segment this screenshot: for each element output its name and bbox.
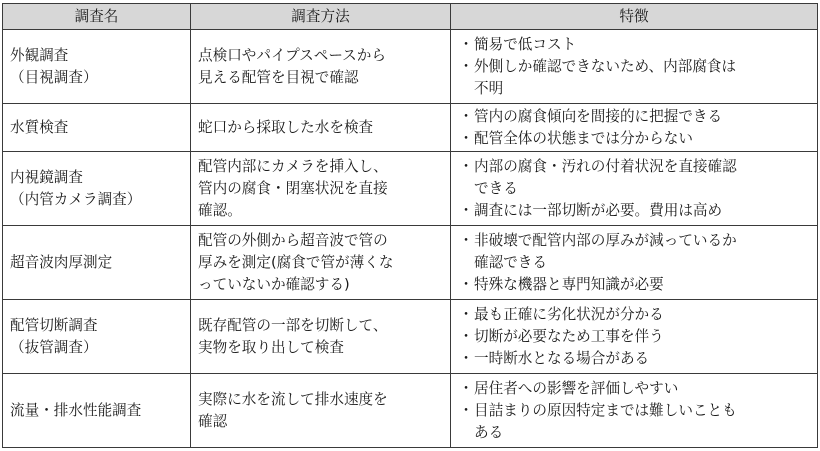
feature-text-line: できる	[474, 179, 518, 197]
survey-name-line: 超音波肉厚測定	[10, 253, 113, 271]
survey-name-cell	[3, 30, 191, 104]
feature-text	[474, 128, 817, 150]
feature-text	[474, 156, 817, 200]
feature-text	[474, 378, 817, 400]
feature-text-line: 最も正確に劣化状況が分かる	[474, 305, 664, 323]
feature-text-line: 切断が必要なため工事を伴う	[474, 327, 664, 345]
survey-method-line: 管内の腐食・閉塞状況を直接	[198, 179, 388, 197]
feature-bullet-item	[458, 56, 817, 100]
bullet-mark: ・	[458, 401, 474, 419]
bullet-mark: ・	[458, 35, 474, 53]
survey-method-line: 既存配管の一部を切断して、	[198, 316, 388, 334]
feature-bullet-item	[458, 128, 817, 150]
feature-text	[474, 400, 817, 444]
feature-text-line: 調査には一部切断が必要。費用は高め	[474, 201, 723, 219]
survey-method-line: 見える配管を目視で確認	[198, 68, 359, 86]
feature-bullet-item	[458, 400, 817, 444]
table-row	[3, 226, 818, 300]
survey-method-line: 配管の外側から超音波で管の	[198, 231, 388, 249]
features-cell	[451, 30, 818, 104]
survey-method-cell	[191, 300, 451, 374]
feature-text-line: 目詰まりの原因特定までは難しいことも	[474, 401, 737, 419]
feature-text-line: 非破壊で配管内部の厚みが減っているか	[474, 231, 737, 249]
feature-text-line: 居住者への影響を評価しやすい	[474, 379, 679, 397]
bullet-mark: ・	[458, 327, 474, 345]
feature-bullet-item	[458, 200, 817, 222]
feature-text	[474, 200, 817, 222]
feature-text-line: 配管全体の状態までは分からない	[474, 129, 693, 147]
feature-text	[474, 348, 817, 370]
feature-text	[474, 34, 817, 56]
bullet-mark: ・	[458, 349, 474, 367]
feature-bullet-item	[458, 378, 817, 400]
feature-bullet-item	[458, 326, 817, 348]
feature-text	[474, 274, 817, 296]
bullet-mark: ・	[458, 305, 474, 323]
feature-text-line: 確認できる	[474, 253, 547, 271]
features-cell	[451, 374, 818, 448]
feature-bullet-item	[458, 230, 817, 274]
feature-bullet-item	[458, 304, 817, 326]
feature-text-line: ある	[474, 423, 504, 441]
bullet-mark: ・	[458, 157, 474, 175]
survey-name-line: （内管カメラ調査）	[10, 190, 142, 208]
survey-method-line: っていないか確認する)	[198, 275, 350, 293]
header-features: 特徴	[451, 4, 818, 30]
header-row	[3, 4, 818, 30]
feature-text	[474, 326, 817, 348]
survey-name-line: （目視調査）	[10, 68, 98, 86]
feature-bullet-item	[458, 348, 817, 370]
survey-name-line: 配管切断調査	[10, 316, 98, 334]
features-cell	[451, 152, 818, 226]
survey-name-line: 流量・排水性能調査	[10, 401, 142, 419]
features-cell	[451, 226, 818, 300]
survey-method-line: 確認。	[198, 201, 242, 219]
survey-method-line: 実物を取り出して検査	[198, 338, 344, 356]
feature-bullet-item	[458, 106, 817, 128]
feature-text	[474, 304, 817, 326]
table-row	[3, 300, 818, 374]
survey-method-cell	[191, 104, 451, 152]
bullet-mark: ・	[458, 129, 474, 147]
survey-method-line: 厚みを測定(腐食で管が薄くな	[198, 253, 394, 271]
survey-method-line: 蛇口から採取した水を検査	[198, 118, 374, 136]
features-cell	[451, 104, 818, 152]
bullet-mark: ・	[458, 379, 474, 397]
feature-text	[474, 106, 817, 128]
feature-text-line: 特殊な機器と専門知識が必要	[474, 275, 664, 293]
survey-method-line: 確認	[198, 412, 228, 430]
survey-method-line: 配管内部にカメラを挿入し、	[198, 157, 388, 175]
inspection-methods-table	[2, 3, 818, 448]
bullet-mark: ・	[458, 107, 474, 125]
survey-name-cell	[3, 374, 191, 448]
survey-method-cell	[191, 152, 451, 226]
feature-text	[474, 230, 817, 274]
bullet-mark: ・	[458, 201, 474, 219]
survey-name-cell	[3, 300, 191, 374]
feature-bullet-item	[458, 274, 817, 296]
survey-method-cell	[191, 374, 451, 448]
feature-text-line: 外側しか確認できないため、内部腐食は	[474, 57, 737, 75]
survey-method-line: 点検口やパイプスペースから	[198, 46, 386, 64]
feature-text-line: 管内の腐食傾向を間接的に把握できる	[474, 107, 723, 125]
bullet-mark: ・	[458, 275, 474, 293]
survey-name-line: （抜管調査）	[10, 338, 98, 356]
survey-method-cell	[191, 30, 451, 104]
survey-method-line: 実際に水を流して排水速度を	[198, 390, 388, 408]
feature-text-line: 簡易で低コスト	[474, 35, 577, 53]
bullet-mark: ・	[458, 231, 474, 249]
survey-name-cell	[3, 152, 191, 226]
survey-name-cell	[3, 104, 191, 152]
feature-bullet-item	[458, 34, 817, 56]
table-row	[3, 374, 818, 448]
bullet-mark: ・	[458, 57, 474, 75]
survey-name-line: 内視鏡調査	[10, 168, 83, 186]
survey-name-line: 水質検査	[10, 118, 69, 136]
table-row	[3, 30, 818, 104]
features-cell	[451, 300, 818, 374]
feature-text	[474, 56, 817, 100]
header-survey-method: 調査方法	[191, 4, 451, 30]
feature-bullet-item	[458, 156, 817, 200]
feature-text-line: 一時断水となる場合がある	[474, 349, 650, 367]
survey-name-line: 外観調査	[10, 46, 69, 64]
feature-text-line: 内部の腐食・汚れの付着状況を直接確認	[474, 157, 737, 175]
header-survey-name: 調査名	[3, 4, 191, 30]
table-body	[3, 30, 818, 448]
survey-method-cell	[191, 226, 451, 300]
survey-name-cell	[3, 226, 191, 300]
table-row	[3, 152, 818, 226]
table-row	[3, 104, 818, 152]
feature-text-line: 不明	[474, 79, 504, 97]
